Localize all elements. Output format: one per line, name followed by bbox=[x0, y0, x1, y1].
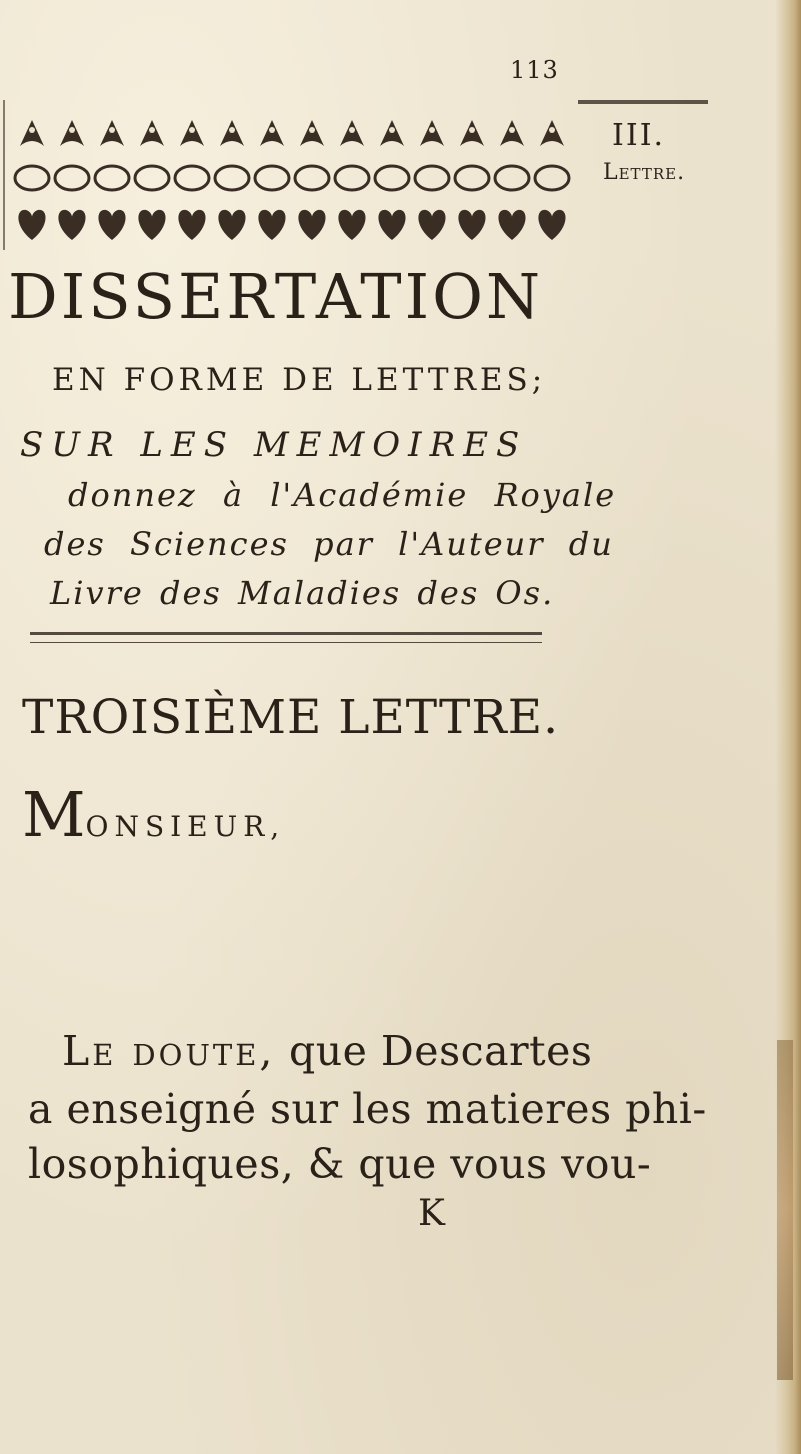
fleuron-loop bbox=[335, 166, 369, 190]
fleuron-top-dot bbox=[229, 127, 235, 133]
section-divider bbox=[30, 632, 542, 643]
body-line-1-smallcaps: Le doute, bbox=[62, 1027, 276, 1075]
fleuron-top-dot bbox=[469, 127, 475, 133]
italic-heading-line-4: Livre des Maladies des Os. bbox=[50, 574, 555, 612]
body-line-3: losophiques, & que vous vou- bbox=[28, 1140, 652, 1188]
fleuron-top-dot bbox=[269, 127, 275, 133]
salutation-rest: ONSIEUR, bbox=[85, 810, 286, 843]
fleuron-top-dot bbox=[69, 127, 75, 133]
fleuron-ornament-band bbox=[12, 108, 572, 253]
fleuron-bottom bbox=[138, 210, 165, 240]
fleuron-bottom bbox=[258, 210, 285, 240]
fleuron-top-dot bbox=[189, 127, 195, 133]
fleuron-bottom bbox=[218, 210, 245, 240]
fleuron-loop bbox=[215, 166, 249, 190]
fleuron-bottom bbox=[18, 210, 45, 240]
fleuron-top-dot bbox=[389, 127, 395, 133]
fleuron-loop bbox=[535, 166, 569, 190]
fleuron-top-dot bbox=[109, 127, 115, 133]
salutation bbox=[22, 778, 285, 851]
fleuron-bottom bbox=[178, 210, 205, 240]
fleuron-top-dot bbox=[509, 127, 515, 133]
spine-stain bbox=[777, 1040, 793, 1380]
catchword: K bbox=[418, 1193, 445, 1234]
margin-letter-numeral: III. bbox=[612, 118, 666, 153]
fleuron-top-dot bbox=[29, 127, 35, 133]
letter-heading: TROISIÈME LETTRE. bbox=[22, 690, 560, 745]
document-subtitle: EN FORME DE LETTRES; bbox=[52, 362, 547, 398]
fleuron-loop bbox=[15, 166, 49, 190]
document-title: DISSERTATION bbox=[8, 260, 544, 333]
fleuron-bottom bbox=[338, 210, 365, 240]
fleuron-bottom bbox=[538, 210, 565, 240]
fleuron-loop bbox=[95, 166, 129, 190]
fleuron-loop bbox=[135, 166, 169, 190]
fleuron-bottom bbox=[418, 210, 445, 240]
body-line-2: a enseigné sur les matieres phi- bbox=[28, 1085, 707, 1133]
body-line-1 bbox=[62, 1027, 592, 1075]
fleuron-loop bbox=[415, 166, 449, 190]
fleuron-top-dot bbox=[429, 127, 435, 133]
salutation-initial: M bbox=[22, 778, 86, 851]
fleuron-top-dot bbox=[149, 127, 155, 133]
page-number: 113 bbox=[510, 56, 559, 84]
fleuron-top-dot bbox=[549, 127, 555, 133]
fleuron-loop bbox=[255, 166, 289, 190]
fleuron-bottom bbox=[498, 210, 525, 240]
italic-heading-line-1: SUR LES MEMOIRES bbox=[20, 425, 528, 465]
margin-letter-label: Lettre. bbox=[603, 160, 686, 185]
body-line-1-rest: que Descartes bbox=[275, 1027, 593, 1075]
fleuron-bottom bbox=[58, 210, 85, 240]
fleuron-loop bbox=[375, 166, 409, 190]
fleuron-bottom bbox=[98, 210, 125, 240]
fleuron-loop bbox=[55, 166, 89, 190]
fleuron-top-dot bbox=[309, 127, 315, 133]
left-margin-rule bbox=[3, 100, 5, 250]
fleuron-top-dot bbox=[349, 127, 355, 133]
fleuron-loop bbox=[455, 166, 489, 190]
fleuron-loop bbox=[495, 166, 529, 190]
italic-heading-line-2: donnez à l'Académie Royale bbox=[68, 476, 617, 514]
italic-heading-line-3: des Sciences par l'Auteur du bbox=[44, 525, 614, 563]
fleuron-bottom bbox=[378, 210, 405, 240]
fleuron-bottom bbox=[458, 210, 485, 240]
fleuron-loop bbox=[175, 166, 209, 190]
fleuron-bottom bbox=[298, 210, 325, 240]
fleuron-loop bbox=[295, 166, 329, 190]
margin-rule bbox=[578, 100, 708, 104]
